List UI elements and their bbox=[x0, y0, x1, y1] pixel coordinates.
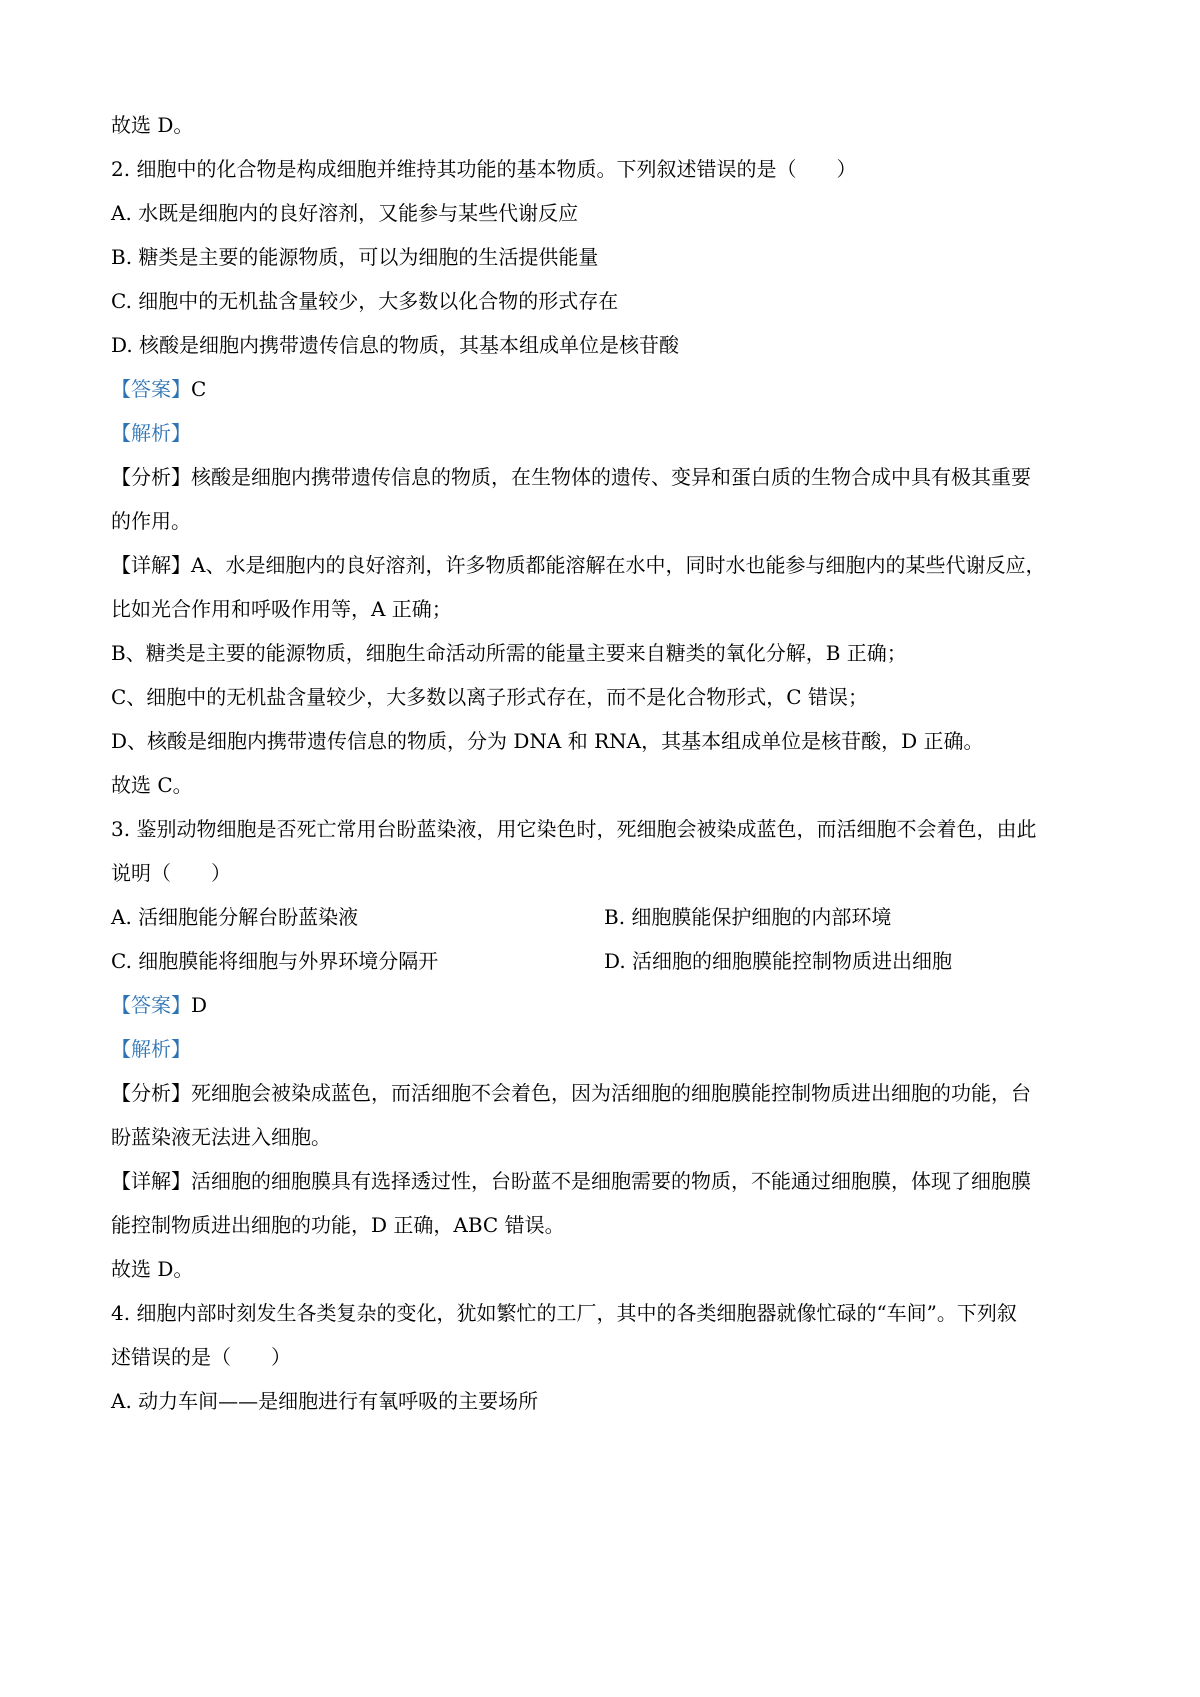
answer-value: C bbox=[191, 377, 207, 401]
q3-option-c: C. 细胞膜能将细胞与外界环境分隔开 bbox=[111, 949, 439, 973]
q2-option-b: B. 糖类是主要的能源物质，可以为细胞的生活提供能量 bbox=[111, 245, 599, 269]
answer-tag: 【答案】 bbox=[111, 993, 191, 1017]
q3-detail-line: 能控制物质进出细胞的功能，D 正确，ABC 错误。 bbox=[111, 1213, 565, 1237]
q3-option-b: B. 细胞膜能保护细胞的内部环境 bbox=[604, 905, 892, 929]
q3-option-d: D. 活细胞的细胞膜能控制物质进出细胞 bbox=[604, 949, 953, 973]
question-3-stem: 3. 鉴别动物细胞是否死亡常用台盼蓝染液，用它染色时，死细胞会被染成蓝色，而活细胞不会着色，由此 bbox=[111, 817, 1037, 841]
q3-answer bbox=[111, 990, 1101, 1020]
q2-detail-line: 【详解】A、水是细胞内的良好溶剂，许多物质都能溶解在水中，同时水也能参与细胞内的某些代谢反应， bbox=[111, 553, 1046, 577]
q2-detail-line: D、核酸是细胞内携带遗传信息的物质，分为 DNA 和 RNA，其基本组成单位是核苷酸，D 正确。 bbox=[111, 729, 984, 753]
q2-detail-line: C、细胞中的无机盐含量较少，大多数以离子形式存在，而不是化合物形式，C 错误； bbox=[111, 685, 868, 709]
conclusion-q3: 故选 D。 bbox=[111, 1257, 194, 1281]
question-3-stem: 说明（ ） bbox=[111, 861, 231, 885]
q2-analysis-line: 【分析】核酸是细胞内携带遗传信息的物质，在生物体的遗传、变异和蛋白质的生物合成中具有极其重要 bbox=[111, 465, 1031, 489]
q2-option-a: A. 水既是细胞内的良好溶剂，又能参与某些代谢反应 bbox=[111, 201, 579, 225]
q3-analysis-tag: 【解析】 bbox=[111, 1037, 191, 1061]
conclusion-q2: 故选 C。 bbox=[111, 773, 193, 797]
q2-analysis-line: 的作用。 bbox=[111, 509, 191, 533]
q3-analysis-line: 盼蓝染液无法进入细胞。 bbox=[111, 1125, 331, 1149]
q2-detail-line: B、糖类是主要的能源物质，细胞生命活动所需的能量主要来自糖类的氧化分解，B 正确； bbox=[111, 641, 907, 665]
question-4-stem: 4. 细胞内部时刻发生各类复杂的变化，犹如繁忙的工厂，其中的各类细胞器就像忙碌的“车间”。下列叙 bbox=[111, 1301, 1017, 1325]
question-2-stem: 2. 细胞中的化合物是构成细胞并维持其功能的基本物质。下列叙述错误的是（ ） bbox=[111, 157, 857, 181]
answer-tag: 【答案】 bbox=[111, 377, 191, 401]
q2-answer bbox=[111, 374, 1101, 404]
question-4-stem: 述错误的是（ ） bbox=[111, 1345, 291, 1369]
q2-option-d: D. 核酸是细胞内携带遗传信息的物质，其基本组成单位是核苷酸 bbox=[111, 333, 680, 357]
q3-analysis-line: 【分析】死细胞会被染成蓝色，而活细胞不会着色，因为活细胞的细胞膜能控制物质进出细胞的功能，台 bbox=[111, 1081, 1031, 1105]
answer-value: D bbox=[191, 993, 208, 1017]
q2-analysis-tag: 【解析】 bbox=[111, 421, 191, 445]
q2-option-c: C. 细胞中的无机盐含量较少，大多数以化合物的形式存在 bbox=[111, 289, 619, 313]
q2-detail-line: 比如光合作用和呼吸作用等，A 正确； bbox=[111, 597, 452, 621]
q3-option-a: A. 活细胞能分解台盼蓝染液 bbox=[111, 905, 359, 929]
q4-option-a: A. 动力车间——是细胞进行有氧呼吸的主要场所 bbox=[111, 1389, 539, 1413]
conclusion-q1: 故选 D。 bbox=[111, 113, 194, 137]
q3-detail-line: 【详解】活细胞的细胞膜具有选择透过性，台盼蓝不是细胞需要的物质，不能通过细胞膜，体现了细胞膜 bbox=[111, 1169, 1031, 1193]
